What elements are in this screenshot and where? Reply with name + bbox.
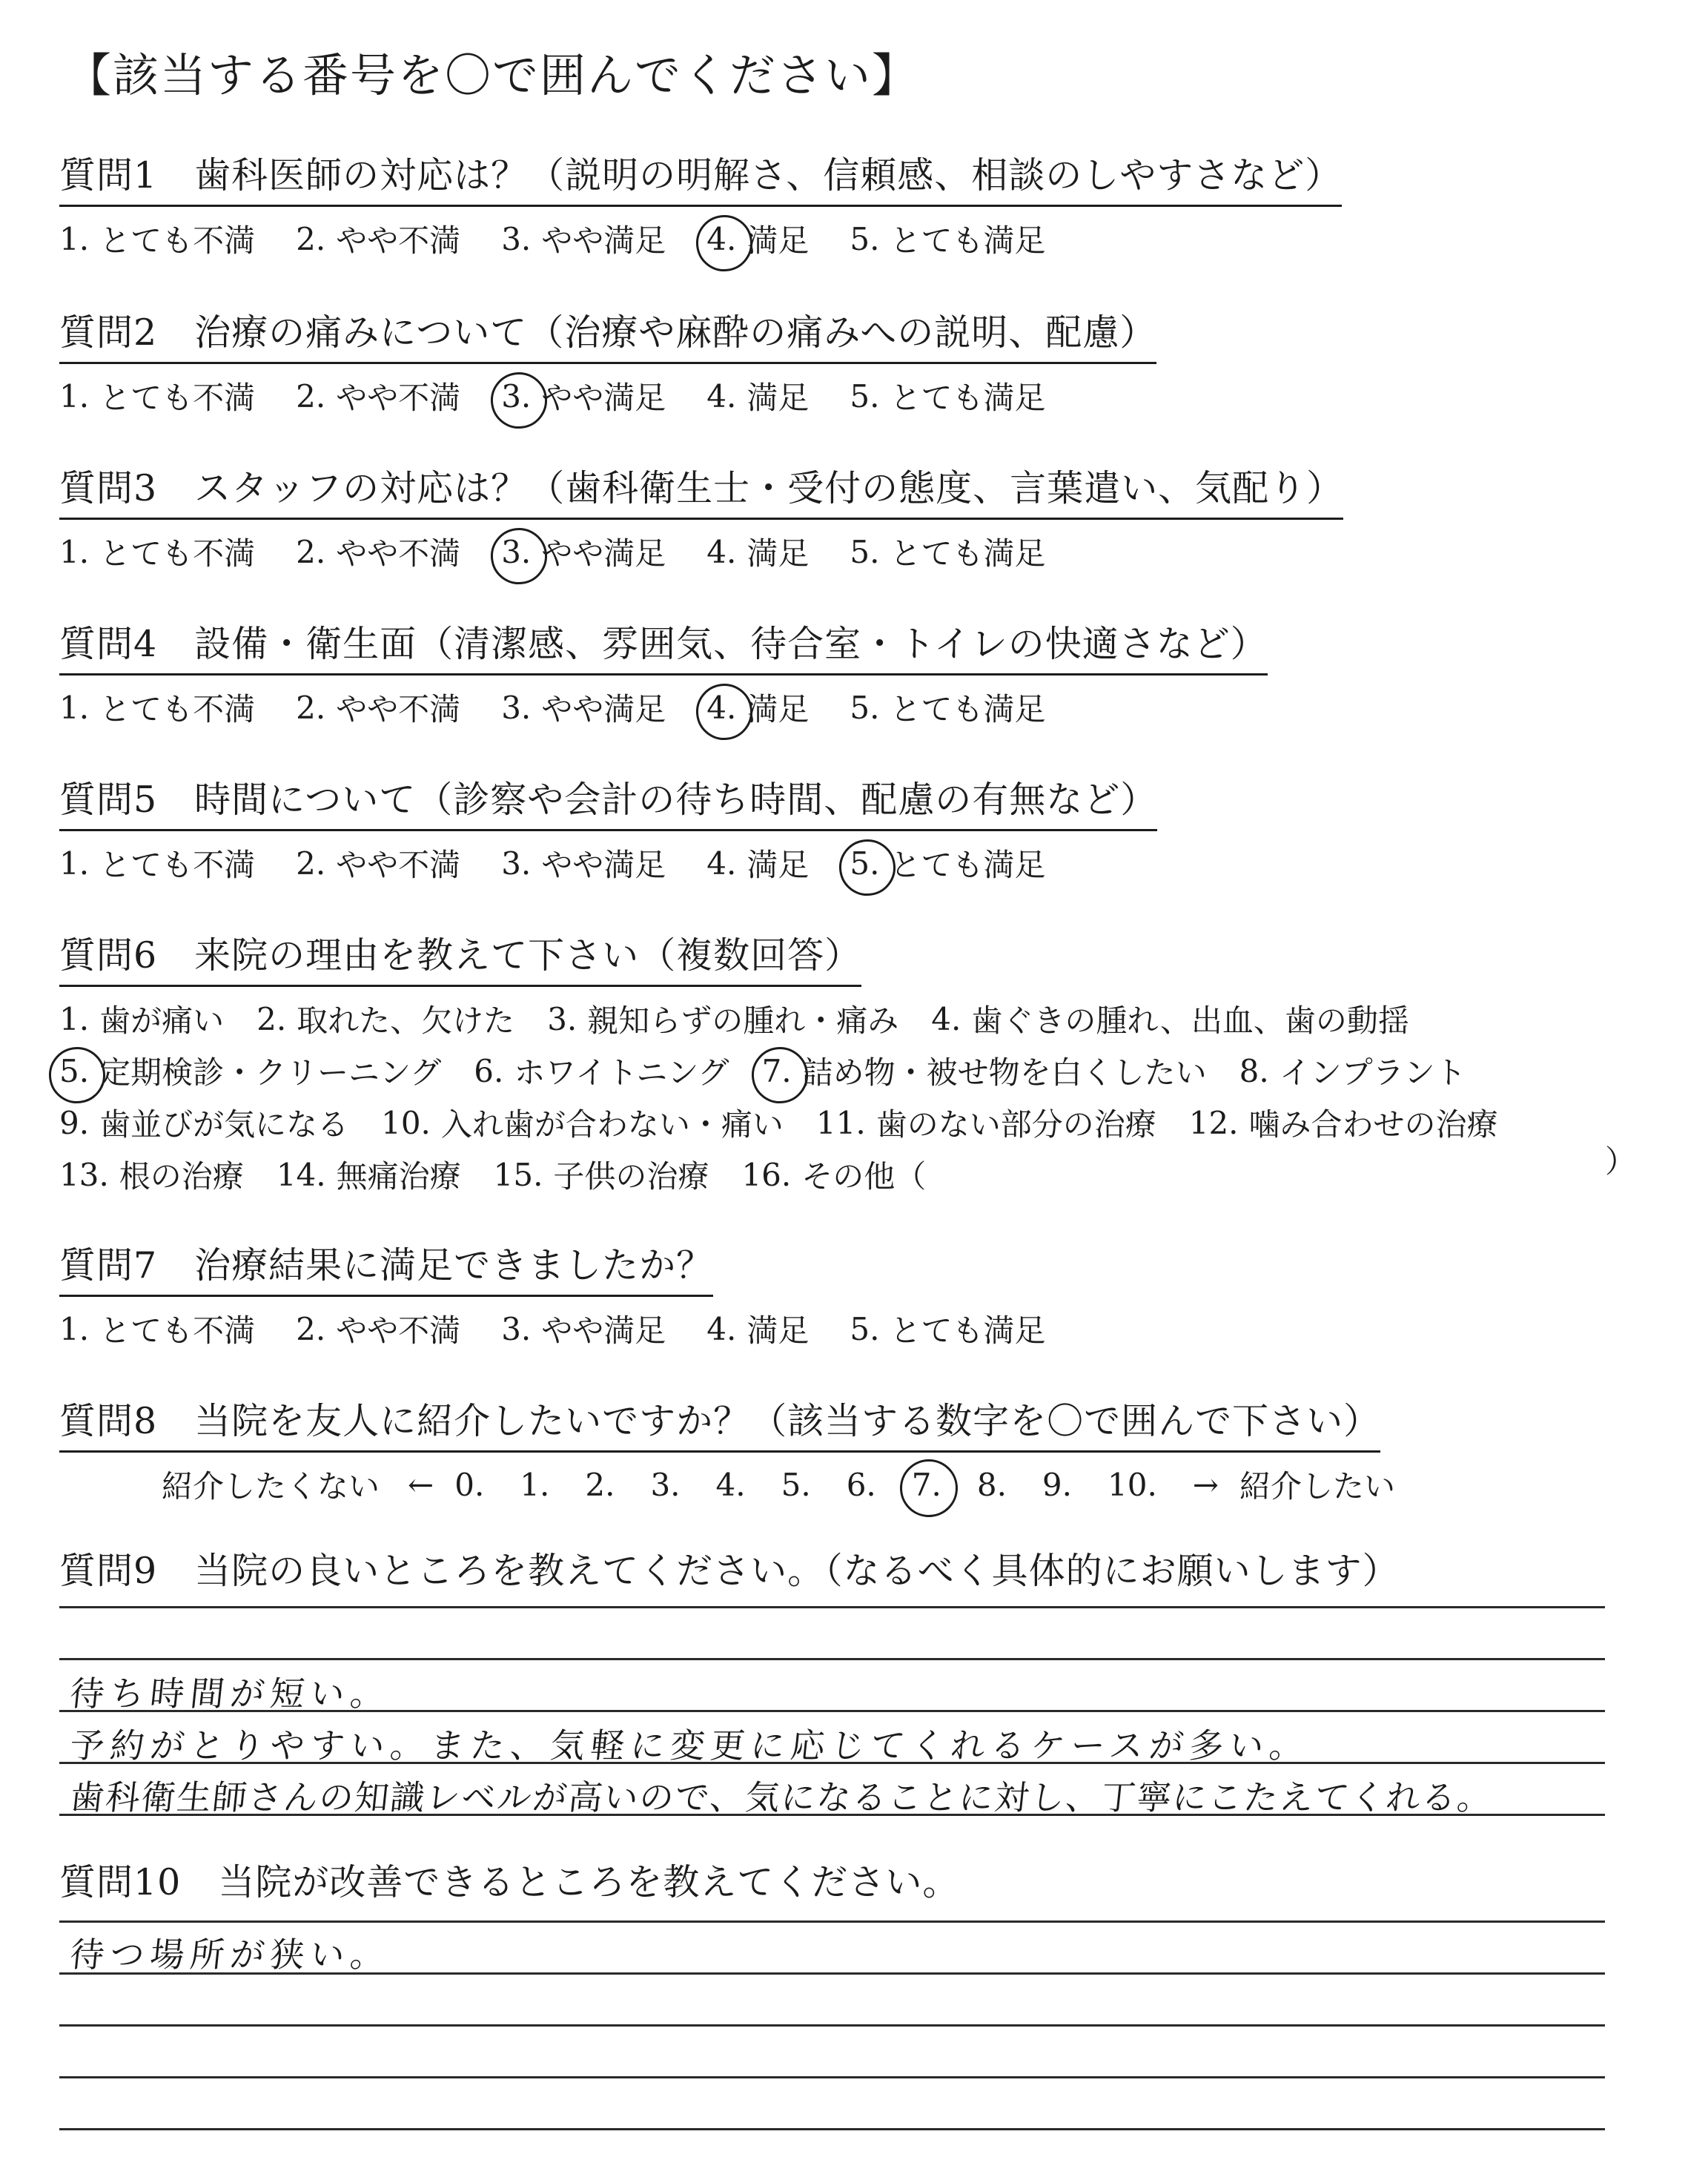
scale-option-4[interactable] — [706, 217, 809, 261]
scale-option-2[interactable] — [296, 529, 460, 574]
option-number: 9. — [59, 1104, 90, 1141]
reason-option[interactable] — [277, 1152, 461, 1197]
option-label: とても満足 — [890, 535, 1046, 572]
option-number: 15. — [493, 1156, 543, 1193]
option-number: 1. — [59, 1000, 90, 1037]
option-label: とても不満 — [99, 1312, 256, 1349]
recommend-score[interactable]: 6. — [846, 1466, 876, 1503]
scale-option-1[interactable] — [59, 1307, 255, 1351]
option-label: とても不満 — [99, 380, 256, 416]
option-number: 4. — [706, 1310, 737, 1347]
reason-option[interactable] — [762, 1048, 1207, 1093]
question-title: 質問3 スタッフの対応は？（歯科衛生士・受付の態度、言葉遣い、気配り） — [59, 460, 1343, 520]
option-number: 10. — [381, 1104, 431, 1141]
recommend-score[interactable]: 3. — [650, 1466, 681, 1503]
option-label: 定期検診・クリーニング — [99, 1054, 442, 1091]
recommend-score[interactable]: 9. — [1042, 1466, 1072, 1503]
option-label: とても不満 — [99, 847, 256, 883]
reason-row — [59, 1097, 1678, 1149]
option-label: やや満足 — [541, 380, 666, 416]
option-label: 歯のない部分の治療 — [875, 1106, 1156, 1143]
answer-scale — [59, 840, 1678, 886]
option-label: インプラント — [1279, 1054, 1466, 1091]
question-8 — [59, 1393, 1678, 1510]
option-number: 3. — [501, 1310, 532, 1347]
option-number: 2. — [296, 1310, 326, 1347]
question-title: 質問4 設備・衛生面（清潔感、雰囲気、待合室・トイレの快適さなど） — [59, 615, 1268, 676]
option-number: 2. — [296, 377, 326, 415]
option-label: やや満足 — [541, 222, 666, 259]
option-label: 親知らずの腫れ・痛み — [587, 1003, 899, 1039]
question-title: 質問5 時間について（診察や会計の待ち時間、配慮の有無など） — [59, 771, 1157, 831]
answer-scale — [59, 373, 1678, 419]
option-label: とても不満 — [99, 222, 256, 259]
option-label: とても満足 — [890, 847, 1046, 883]
scale-option-3[interactable] — [501, 374, 666, 418]
scale-option-4[interactable] — [706, 841, 809, 885]
option-label: とても満足 — [890, 691, 1046, 727]
option-label: 子供の治療 — [553, 1158, 709, 1195]
reason-option[interactable] — [256, 997, 514, 1041]
scale-option-1[interactable] — [59, 529, 255, 574]
option-label: とても不満 — [99, 535, 256, 572]
scale-option-4[interactable] — [706, 1307, 809, 1351]
option-number: 5. — [850, 689, 880, 726]
option-number: 2. — [256, 1000, 287, 1037]
scale-option-4[interactable] — [706, 529, 809, 574]
option-label: ホワイトニング — [514, 1054, 729, 1091]
answer-line — [59, 2076, 1605, 2078]
option-number: 1. — [59, 377, 90, 415]
answer-line — [59, 2024, 1605, 2027]
recommend-scale — [59, 1459, 1678, 1510]
option-label: 満足 — [747, 380, 810, 416]
option-number: 2. — [296, 533, 326, 570]
scale-option-5[interactable] — [850, 1307, 1045, 1351]
answer-line — [59, 1606, 1605, 1608]
recommend-score[interactable]: 5. — [781, 1466, 811, 1503]
question-3 — [59, 460, 1678, 575]
option-label: 歯ぐきの腫れ、出血、歯の動揺 — [971, 1003, 1409, 1039]
option-label: 満足 — [747, 1312, 810, 1349]
scale-option-2[interactable] — [296, 685, 460, 730]
option-label: 詰め物・被せ物を白くしたい — [801, 1054, 1207, 1091]
question-title: 質問8 当院を友人に紹介したいですか？（該当する数字を〇で囲んで下さい） — [59, 1393, 1380, 1453]
reason-option[interactable] — [1239, 1048, 1466, 1093]
option-label: やや不満 — [336, 1312, 461, 1349]
scale-option-2[interactable] — [296, 374, 460, 418]
option-number: 16. — [741, 1156, 792, 1193]
option-number: 8. — [1239, 1052, 1269, 1089]
question-9-title: 質問9 当院の良いところを教えてください。（なるべく具体的にお願いします） — [59, 1550, 1400, 1592]
option-number: 5. — [850, 533, 880, 570]
scale-option-5[interactable] — [850, 841, 1045, 885]
question-title: 質問2 治療の痛みについて（治療や麻酔の痛みへの説明、配慮） — [59, 304, 1156, 364]
question-7 — [59, 1237, 1678, 1352]
option-label: 取れた、欠けた — [297, 1003, 515, 1039]
option-label: 満足 — [747, 691, 810, 727]
option-label: 歯が痛い — [99, 1003, 225, 1039]
option-label: とても満足 — [890, 1312, 1046, 1349]
scale-option-1[interactable] — [59, 217, 255, 261]
option-label: 無痛治療 — [336, 1158, 461, 1195]
option-number: 11. — [815, 1104, 866, 1141]
left-arrow-icon: ← — [408, 1466, 434, 1503]
reason-option[interactable] — [59, 1048, 441, 1093]
recommend-score[interactable]: 8. — [976, 1466, 1007, 1503]
option-label: やや不満 — [336, 847, 461, 883]
question-4 — [59, 615, 1678, 730]
option-number: 5. — [850, 1310, 880, 1347]
reason-option[interactable] — [59, 997, 224, 1041]
reason-option[interactable] — [931, 997, 1409, 1041]
scale-option-3[interactable] — [501, 217, 666, 261]
scale-option-1[interactable] — [59, 685, 255, 730]
option-number: 1. — [59, 533, 90, 570]
reason-option[interactable] — [1189, 1100, 1498, 1145]
answer-line — [59, 1920, 1605, 1923]
reason-option[interactable] — [474, 1048, 729, 1093]
option-label: 根の治療 — [119, 1158, 244, 1195]
option-number: 4. — [706, 220, 737, 257]
option-label: とても不満 — [99, 691, 256, 727]
option-number: 2. — [296, 845, 326, 882]
option-number: 1. — [59, 689, 90, 726]
option-number: 4. — [706, 377, 737, 415]
reason-row — [59, 1149, 1678, 1200]
scale-option-4[interactable] — [706, 685, 809, 730]
scale-right-label: 紹介したい — [1239, 1468, 1396, 1505]
reason-option[interactable] — [59, 1152, 244, 1197]
scale-option-3[interactable] — [501, 685, 666, 730]
option-label: とても満足 — [890, 380, 1046, 416]
right-arrow-icon: → — [1192, 1466, 1219, 1503]
option-number: 1. — [59, 845, 90, 882]
option-number: 5. — [850, 220, 880, 257]
question-10-title: 質問10 当院が改善できるところを教えてください。 — [59, 1861, 960, 1903]
scale-option-3[interactable] — [501, 841, 666, 885]
recommend-score[interactable]: 7. — [911, 1466, 941, 1503]
option-number: 12. — [1188, 1104, 1239, 1141]
scale-option-5[interactable] — [850, 685, 1045, 730]
option-label: やや不満 — [336, 222, 461, 259]
option-label: 歯並びが気になる — [99, 1106, 349, 1143]
question-2 — [59, 304, 1678, 419]
option-number: 3. — [501, 689, 532, 726]
option-number: 3. — [501, 377, 532, 415]
option-label: やや満足 — [541, 691, 666, 727]
scale-option-5[interactable] — [850, 529, 1045, 574]
option-label: その他（ — [801, 1158, 927, 1195]
option-label: やや満足 — [541, 847, 666, 883]
page-title: 【該当する番号を〇で囲んでください】 — [65, 48, 920, 102]
scale-option-2[interactable] — [296, 217, 460, 261]
reason-list — [59, 993, 1678, 1200]
scale-option-3[interactable] — [501, 529, 666, 574]
option-number: 3. — [547, 1000, 577, 1037]
scale-option-1[interactable] — [59, 374, 255, 418]
option-number: 4. — [706, 845, 737, 882]
answer-line — [59, 2128, 1605, 2130]
question-title: 質問1 歯科医師の対応は？（説明の明解さ、信頼感、相談のしやすさなど） — [59, 147, 1342, 207]
option-number: 3. — [501, 533, 532, 570]
reason-option[interactable] — [741, 1152, 926, 1197]
option-label: とても満足 — [890, 222, 1046, 259]
answer-line — [59, 1658, 1605, 1660]
reason-option[interactable] — [59, 1100, 348, 1145]
question-title: 質問6 来院の理由を教えて下さい（複数回答） — [59, 927, 861, 987]
handwritten-answer: 待つ場所が狭い。 — [67, 1935, 393, 1975]
option-label: やや満足 — [541, 1312, 666, 1349]
reason-option[interactable] — [547, 997, 898, 1041]
option-number: 4. — [706, 689, 737, 726]
handwritten-answer: 待ち時間が短い。 — [67, 1674, 393, 1714]
scale-option-3[interactable] — [501, 1307, 666, 1351]
option-number: 14. — [276, 1156, 326, 1193]
option-label: やや満足 — [541, 535, 666, 572]
scale-option-2[interactable] — [296, 1307, 460, 1351]
option-number: 3. — [501, 845, 532, 882]
scale-option-5[interactable] — [850, 217, 1045, 261]
option-label: 満足 — [747, 535, 810, 572]
handwritten-answer: 予約がとりやすい。また、気軽に変更に応じてくれるケースが多い。 — [67, 1725, 1312, 1766]
option-number: 6. — [474, 1052, 504, 1089]
recommend-score[interactable]: 0. — [454, 1466, 485, 1503]
answer-scale — [59, 529, 1678, 575]
option-number: 7. — [761, 1052, 792, 1089]
reason-option[interactable] — [494, 1152, 709, 1197]
option-label: やや不満 — [336, 691, 461, 727]
option-number: 2. — [296, 689, 326, 726]
question-title: 質問7 治療結果に満足できましたか？ — [59, 1237, 713, 1297]
option-number: 3. — [501, 220, 532, 257]
scale-left-label: 紹介したくない — [162, 1468, 380, 1505]
option-label: 入れ歯が合わない・痛い — [440, 1106, 784, 1143]
option-number: 5. — [850, 377, 880, 415]
reason-option[interactable] — [381, 1100, 784, 1145]
option-label: やや不満 — [336, 380, 461, 416]
option-number: 4. — [931, 1000, 961, 1037]
option-number: 1. — [59, 220, 90, 257]
option-label: 噛み合わせの治療 — [1248, 1106, 1498, 1143]
scale-option-4[interactable] — [706, 374, 809, 418]
answer-scale — [59, 684, 1678, 730]
recommend-score[interactable]: 10. — [1108, 1466, 1157, 1503]
handwritten-answer: 歯科衛生師さんの知識レベルが高いので、気になることに対し、丁寧にこたえてくれる。 — [67, 1777, 1495, 1817]
answer-scale — [59, 216, 1678, 262]
option-number: 1. — [59, 1310, 90, 1347]
option-number: 5. — [59, 1052, 90, 1089]
question-1 — [59, 147, 1678, 262]
option-number: 2. — [296, 220, 326, 257]
scale-option-5[interactable] — [850, 374, 1045, 418]
option-number: 13. — [59, 1156, 109, 1193]
option-label: 満足 — [747, 222, 810, 259]
option-number: 5. — [850, 845, 880, 882]
recommend-score[interactable]: 1. — [520, 1466, 550, 1503]
reason-row — [59, 993, 1678, 1045]
question-5 — [59, 771, 1678, 886]
option-label: やや不満 — [336, 535, 461, 572]
reason-row — [59, 1045, 1678, 1097]
reason-option[interactable] — [816, 1100, 1156, 1145]
other-close-paren: ） — [1605, 1143, 1637, 1180]
scale-option-2[interactable] — [296, 841, 460, 885]
option-label: 満足 — [747, 847, 810, 883]
recommend-score[interactable]: 4. — [715, 1466, 746, 1503]
option-number: 4. — [706, 533, 737, 570]
recommend-score[interactable]: 2. — [585, 1466, 615, 1503]
question-6 — [59, 927, 1678, 1200]
scale-option-1[interactable] — [59, 841, 255, 885]
answer-scale — [59, 1306, 1678, 1352]
